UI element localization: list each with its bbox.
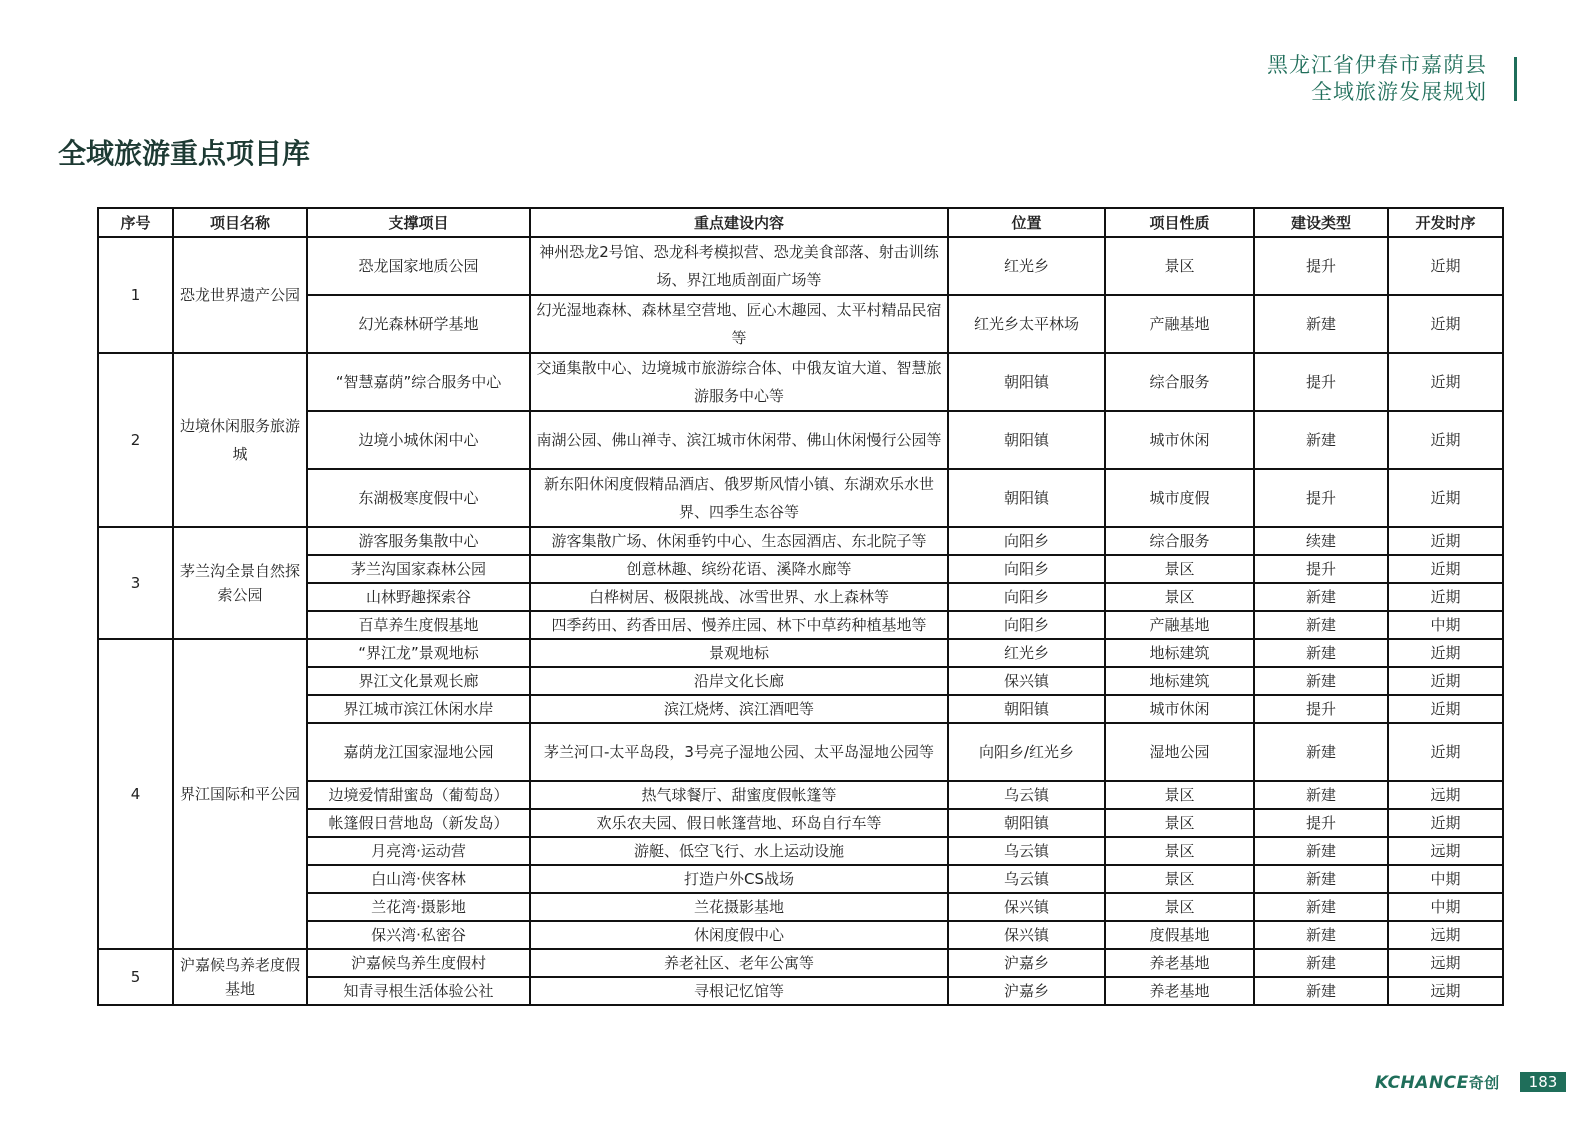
table-body [98,237,1503,1005]
build-type-cell: 新建 [1254,411,1388,469]
phase-cell: 近期 [1388,667,1503,695]
support-project-cell: “智慧嘉荫”综合服务中心 [307,353,530,411]
nature-cell: 湿地公园 [1105,723,1254,781]
build-type-cell: 提升 [1254,695,1388,723]
phase-cell: 远期 [1388,837,1503,865]
phase-cell: 近期 [1388,411,1503,469]
build-type-cell: 新建 [1254,837,1388,865]
table-row [98,723,1503,781]
build-content-cell: 欢乐农夫园、假日帐篷营地、环岛自行车等 [530,809,948,837]
build-type-cell: 新建 [1254,977,1388,1005]
build-type-cell: 新建 [1254,611,1388,639]
build-type-cell: 新建 [1254,949,1388,977]
phase-cell: 中期 [1388,611,1503,639]
build-content-cell: 创意林趣、缤纷花语、溪降水廊等 [530,555,948,583]
table-row [98,469,1503,527]
support-project-cell: 沪嘉候鸟养生度假村 [307,949,530,977]
build-type-cell: 续建 [1254,527,1388,555]
page-number: 183 [1520,1072,1566,1092]
support-project-cell: 东湖极寒度假中心 [307,469,530,527]
project-table [97,207,1504,1006]
location-cell: 保兴镇 [948,893,1105,921]
table-row [98,949,1503,977]
table-row [98,837,1503,865]
table-row [98,555,1503,583]
support-project-cell: 月亮湾·运动营 [307,837,530,865]
build-content-cell: 热气球餐厅、甜蜜度假帐篷等 [530,781,948,809]
column-header: 支撑项目 [307,208,530,237]
phase-cell: 近期 [1388,527,1503,555]
column-header: 开发时序 [1388,208,1503,237]
nature-cell: 产融基地 [1105,295,1254,353]
build-content-cell: 休闲度假中心 [530,921,948,949]
title-accent-bar [1514,57,1517,101]
nature-cell: 景区 [1105,237,1254,295]
document-title-block [1267,52,1487,106]
group-number-cell: 1 [98,237,173,353]
group-number-cell: 2 [98,353,173,527]
table-row [98,237,1503,295]
phase-cell: 远期 [1388,949,1503,977]
table-row [98,583,1503,611]
build-content-cell: 南湖公园、佛山禅寺、滨江城市休闲带、佛山休闲慢行公园等 [530,411,948,469]
build-content-cell: 沿岸文化长廊 [530,667,948,695]
project-name-cell: 茅兰沟全景自然探索公园 [173,527,307,639]
project-name-cell: 边境休闲服务旅游城 [173,353,307,527]
nature-cell: 景区 [1105,555,1254,583]
table-row [98,893,1503,921]
support-project-cell: 知青寻根生活体验公社 [307,977,530,1005]
build-content-cell: 茅兰河口-太平岛段，3号亮子湿地公园、太平岛湿地公园等 [530,723,948,781]
phase-cell: 近期 [1388,583,1503,611]
table-row [98,865,1503,893]
location-cell: 保兴镇 [948,921,1105,949]
brand-logo-cn: 奇创 [1468,1074,1500,1092]
build-content-cell: 寻根记忆馆等 [530,977,948,1005]
build-type-cell: 新建 [1254,667,1388,695]
column-header: 项目名称 [173,208,307,237]
brand-logo-text: KCHANCE [1375,1073,1469,1093]
build-type-cell: 提升 [1254,809,1388,837]
build-content-cell: 打造户外CS战场 [530,865,948,893]
support-project-cell: 恐龙国家地质公园 [307,237,530,295]
location-cell: 朝阳镇 [948,411,1105,469]
table-row [98,781,1503,809]
location-cell: 红光乡太平林场 [948,295,1105,353]
phase-cell: 近期 [1388,237,1503,295]
build-content-cell: 神州恐龙2号馆、恐龙科考模拟营、恐龙美食部落、射击训练场、界江地质剖面广场等 [530,237,948,295]
nature-cell: 景区 [1105,781,1254,809]
support-project-cell: 茅兰沟国家森林公园 [307,555,530,583]
build-type-cell: 新建 [1254,639,1388,667]
build-content-cell: 新东阳休闲度假精品酒店、俄罗斯风情小镇、东湖欢乐水世界、四季生态谷等 [530,469,948,527]
nature-cell: 综合服务 [1105,353,1254,411]
support-project-cell: 保兴湾·私密谷 [307,921,530,949]
location-cell: 红光乡 [948,237,1105,295]
build-content-cell: 养老社区、老年公寓等 [530,949,948,977]
nature-cell: 地标建筑 [1105,639,1254,667]
support-project-cell: 山林野趣探索谷 [307,583,530,611]
nature-cell: 景区 [1105,809,1254,837]
support-project-cell: 边境小城休闲中心 [307,411,530,469]
nature-cell: 景区 [1105,865,1254,893]
build-content-cell: 幻光湿地森林、森林星空营地、匠心木趣园、太平村精品民宿等 [530,295,948,353]
nature-cell: 养老基地 [1105,949,1254,977]
location-cell: 朝阳镇 [948,469,1105,527]
support-project-cell: 白山湾·侠客林 [307,865,530,893]
location-cell: 向阳乡 [948,611,1105,639]
document-title-line-1: 黑龙江省伊春市嘉荫县 [1267,53,1487,77]
build-type-cell: 新建 [1254,583,1388,611]
build-type-cell: 提升 [1254,555,1388,583]
location-cell: 向阳乡 [948,527,1105,555]
build-content-cell: 游客集散广场、休闲垂钓中心、生态园酒店、东北院子等 [530,527,948,555]
location-cell: 朝阳镇 [948,695,1105,723]
table-row [98,667,1503,695]
column-header: 位置 [948,208,1105,237]
project-name-cell: 沪嘉候鸟养老度假基地 [173,949,307,1005]
build-type-cell: 提升 [1254,353,1388,411]
table-row [98,527,1503,555]
phase-cell: 中期 [1388,865,1503,893]
document-title-line-2: 全域旅游发展规划 [1311,80,1487,104]
column-header: 建设类型 [1254,208,1388,237]
location-cell: 沪嘉乡 [948,977,1105,1005]
support-project-cell: 界江城市滨江休闲水岸 [307,695,530,723]
project-name-cell: 恐龙世界遗产公园 [173,237,307,353]
nature-cell: 景区 [1105,837,1254,865]
build-type-cell: 提升 [1254,237,1388,295]
location-cell: 乌云镇 [948,865,1105,893]
build-type-cell: 新建 [1254,893,1388,921]
phase-cell: 远期 [1388,781,1503,809]
build-type-cell: 新建 [1254,723,1388,781]
support-project-cell: 边境爱情甜蜜岛（葡萄岛） [307,781,530,809]
table-row [98,611,1503,639]
table-row [98,639,1503,667]
phase-cell: 近期 [1388,555,1503,583]
build-content-cell: 兰花摄影基地 [530,893,948,921]
build-content-cell: 滨江烧烤、滨江酒吧等 [530,695,948,723]
phase-cell: 近期 [1388,639,1503,667]
location-cell: 红光乡 [948,639,1105,667]
nature-cell: 养老基地 [1105,977,1254,1005]
nature-cell: 城市休闲 [1105,695,1254,723]
table-row [98,295,1503,353]
location-cell: 朝阳镇 [948,353,1105,411]
phase-cell: 近期 [1388,809,1503,837]
table-row [98,695,1503,723]
column-header: 重点建设内容 [530,208,948,237]
location-cell: 向阳乡 [948,583,1105,611]
build-type-cell: 新建 [1254,921,1388,949]
phase-cell: 近期 [1388,723,1503,781]
nature-cell: 景区 [1105,583,1254,611]
phase-cell: 近期 [1388,295,1503,353]
location-cell: 乌云镇 [948,781,1105,809]
phase-cell: 远期 [1388,977,1503,1005]
table-row [98,353,1503,411]
support-project-cell: 界江文化景观长廊 [307,667,530,695]
table-row [98,809,1503,837]
table-row [98,977,1503,1005]
phase-cell: 远期 [1388,921,1503,949]
location-cell: 朝阳镇 [948,809,1105,837]
location-cell: 沪嘉乡 [948,949,1105,977]
build-type-cell: 新建 [1254,295,1388,353]
build-content-cell: 景观地标 [530,639,948,667]
location-cell: 向阳乡/红光乡 [948,723,1105,781]
nature-cell: 景区 [1105,893,1254,921]
support-project-cell: 帐篷假日营地岛（新发岛） [307,809,530,837]
column-header: 序号 [98,208,173,237]
column-header: 项目性质 [1105,208,1254,237]
support-project-cell: 游客服务集散中心 [307,527,530,555]
support-project-cell: 幻光森林研学基地 [307,295,530,353]
support-project-cell: 兰花湾·摄影地 [307,893,530,921]
group-number-cell: 4 [98,639,173,949]
phase-cell: 近期 [1388,353,1503,411]
nature-cell: 产融基地 [1105,611,1254,639]
build-type-cell: 提升 [1254,469,1388,527]
build-content-cell: 白桦树居、极限挑战、冰雪世界、水上森林等 [530,583,948,611]
nature-cell: 度假基地 [1105,921,1254,949]
nature-cell: 地标建筑 [1105,667,1254,695]
location-cell: 向阳乡 [948,555,1105,583]
nature-cell: 综合服务 [1105,527,1254,555]
brand-logo [1375,1072,1500,1093]
group-number-cell: 5 [98,949,173,1005]
build-content-cell: 四季药田、药香田居、慢养庄园、林下中草药种植基地等 [530,611,948,639]
build-content-cell: 交通集散中心、边境城市旅游综合体、中俄友谊大道、智慧旅游服务中心等 [530,353,948,411]
support-project-cell: “界江龙”景观地标 [307,639,530,667]
nature-cell: 城市度假 [1105,469,1254,527]
build-type-cell: 新建 [1254,865,1388,893]
project-name-cell: 界江国际和平公园 [173,639,307,949]
build-type-cell: 新建 [1254,781,1388,809]
nature-cell: 城市休闲 [1105,411,1254,469]
table-header-row [98,208,1503,237]
location-cell: 乌云镇 [948,837,1105,865]
location-cell: 保兴镇 [948,667,1105,695]
support-project-cell: 嘉荫龙江国家湿地公园 [307,723,530,781]
phase-cell: 中期 [1388,893,1503,921]
phase-cell: 近期 [1388,695,1503,723]
build-content-cell: 游艇、低空飞行、水上运动设施 [530,837,948,865]
table-row [98,411,1503,469]
table-row [98,921,1503,949]
support-project-cell: 百草养生度假基地 [307,611,530,639]
group-number-cell: 3 [98,527,173,639]
page-title: 全域旅游重点项目库 [58,137,311,170]
phase-cell: 近期 [1388,469,1503,527]
